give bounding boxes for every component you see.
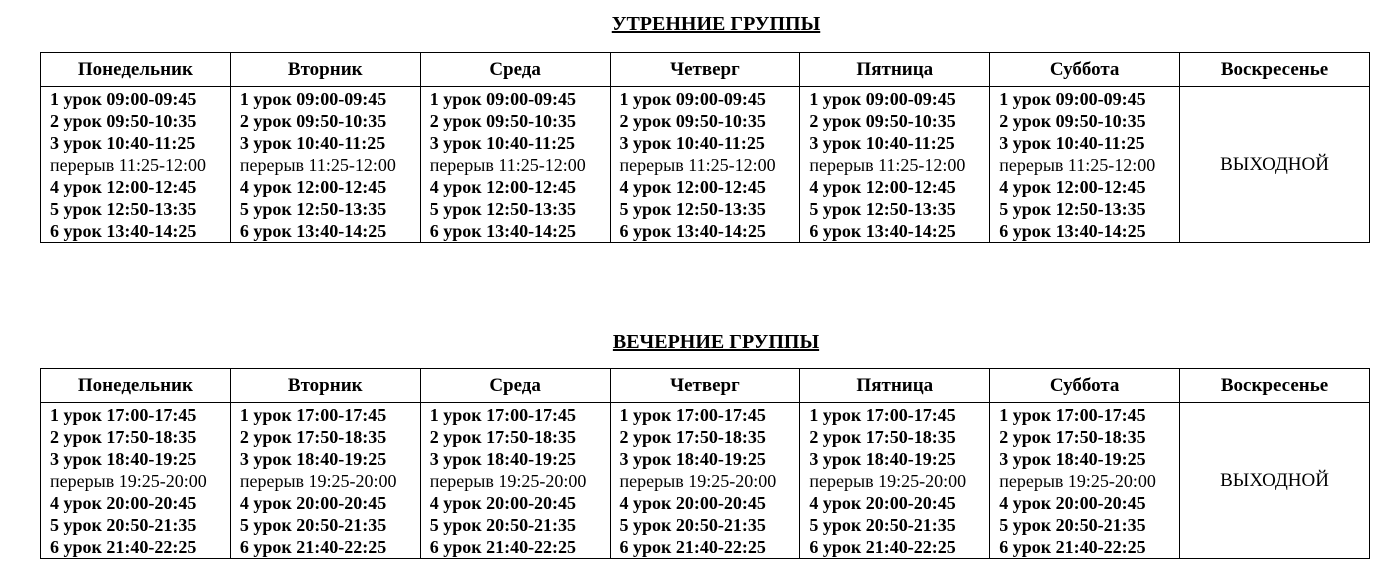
day-lessons-thursday: [610, 403, 800, 559]
lesson-line: 3 урок 10:40-11:25: [809, 133, 955, 153]
break-line: перерыв 11:25-12:00: [239, 155, 396, 175]
lesson-line: 1 урок 09:00-09:45: [809, 89, 956, 109]
break-line: перерыв 11:25-12:00: [809, 155, 966, 175]
lesson-line: 5 урок 20:50-21:35: [50, 515, 197, 535]
lesson-line: 5 урок 12:50-13:35: [50, 199, 197, 219]
lesson-line: 5 урок 20:50-21:35: [239, 515, 387, 535]
lesson-line: 6 урок 13:40-14:25: [999, 221, 1146, 241]
schedule-row: [41, 403, 1370, 559]
schedule-row: [41, 87, 1370, 243]
lesson-line: 1 урок 09:00-09:45: [429, 89, 577, 109]
lesson-line: 3 урок 18:40-19:25: [239, 449, 387, 469]
lesson-line: 3 урок 18:40-19:25: [50, 449, 197, 469]
day-header-sunday: Воскресенье: [1180, 53, 1370, 87]
lesson-line: 6 урок 13:40-14:25: [809, 221, 956, 241]
day-header-sunday: Воскресенье: [1180, 369, 1370, 403]
day-off-sunday: ВЫХОДНОЙ: [1180, 403, 1370, 559]
day-header-monday: Понедельник: [41, 53, 231, 87]
day-header-saturday: Суббота: [990, 53, 1180, 87]
break-line: перерыв 19:25-20:00: [429, 471, 587, 491]
lesson-line: 2 урок 09:50-10:35: [429, 111, 577, 131]
day-lessons-tuesday: [230, 87, 420, 243]
lesson-line: 4 урок 20:00-20:45: [619, 493, 766, 513]
evening-groups-title: ВЕЧЕРНИЕ ГРУППЫ: [612, 331, 820, 353]
day-header-thursday: Четверг: [610, 53, 800, 87]
lesson-line: 4 урок 20:00-20:45: [809, 493, 956, 513]
lesson-line: 3 урок 18:40-19:25: [619, 449, 766, 469]
day-lessons-friday: [800, 403, 990, 559]
lesson-line: 5 урок 12:50-13:35: [239, 199, 387, 219]
day-lessons-monday: [41, 403, 231, 559]
lesson-line: 2 урок 09:50-10:35: [809, 111, 956, 131]
day-lessons-wednesday: [420, 403, 610, 559]
lesson-line: 3 урок 10:40-11:25: [50, 133, 196, 153]
lesson-line: 6 урок 21:40-22:25: [50, 537, 197, 557]
day-header-friday: Пятница: [800, 369, 990, 403]
morning-schedule-table: [40, 52, 1370, 243]
lesson-line: 5 урок 20:50-21:35: [619, 515, 766, 535]
lesson-line: 6 урок 13:40-14:25: [619, 221, 766, 241]
lesson-line: 2 урок 17:50-18:35: [429, 427, 577, 447]
lesson-line: 3 урок 10:40-11:25: [239, 133, 386, 153]
lesson-line: 3 урок 10:40-11:25: [999, 133, 1145, 153]
day-off-sunday: ВЫХОДНОЙ: [1180, 87, 1370, 243]
lesson-line: 4 урок 12:00-12:45: [50, 177, 197, 197]
break-line: перерыв 11:25-12:00: [619, 155, 776, 175]
lesson-line: 2 урок 17:50-18:35: [999, 427, 1146, 447]
lesson-line: 3 урок 10:40-11:25: [619, 133, 765, 153]
lesson-line: 4 урок 12:00-12:45: [239, 177, 387, 197]
lesson-line: 5 урок 12:50-13:35: [809, 199, 956, 219]
lesson-line: 3 урок 18:40-19:25: [999, 449, 1146, 469]
day-header-thursday: Четверг: [610, 369, 800, 403]
lesson-line: 6 урок 21:40-22:25: [619, 537, 766, 557]
break-line: перерыв 19:25-20:00: [239, 471, 397, 491]
lesson-line: 4 урок 12:00-12:45: [809, 177, 956, 197]
lesson-line: 4 урок 20:00-20:45: [239, 493, 387, 513]
day-lessons-tuesday: [230, 403, 420, 559]
day-header-friday: Пятница: [800, 53, 990, 87]
lesson-line: 6 урок 13:40-14:25: [50, 221, 197, 241]
day-lessons-thursday: [610, 87, 800, 243]
break-line: перерыв 19:25-20:00: [809, 471, 967, 491]
lesson-line: 6 урок 21:40-22:25: [429, 537, 577, 557]
day-lessons-saturday: [990, 403, 1180, 559]
lesson-line: 2 урок 17:50-18:35: [50, 427, 197, 447]
break-line: перерыв 19:25-20:00: [50, 471, 207, 491]
lesson-line: 3 урок 18:40-19:25: [429, 449, 577, 469]
morning-groups-title: УТРЕННИЕ ГРУППЫ: [611, 13, 821, 35]
lesson-line: 2 урок 09:50-10:35: [619, 111, 766, 131]
day-header-wednesday: Среда: [420, 369, 610, 403]
header-row: [41, 53, 1370, 87]
lesson-line: 1 урок 09:00-09:45: [999, 89, 1146, 109]
break-line: перерыв 11:25-12:00: [429, 155, 586, 175]
lesson-line: 2 урок 09:50-10:35: [50, 111, 197, 131]
lesson-line: 5 урок 20:50-21:35: [999, 515, 1146, 535]
day-header-tuesday: Вторник: [230, 53, 420, 87]
lesson-line: 5 урок 12:50-13:35: [429, 199, 577, 219]
day-header-tuesday: Вторник: [230, 369, 420, 403]
lesson-line: 5 урок 12:50-13:35: [999, 199, 1146, 219]
header-row: [41, 369, 1370, 403]
break-line: перерыв 19:25-20:00: [619, 471, 777, 491]
lesson-line: 1 урок 17:00-17:45: [239, 405, 387, 425]
lesson-line: 5 урок 20:50-21:35: [809, 515, 956, 535]
day-lessons-saturday: [990, 87, 1180, 243]
lesson-line: 1 урок 09:00-09:45: [239, 89, 387, 109]
break-line: перерыв 11:25-12:00: [50, 155, 207, 175]
lesson-line: 1 урок 17:00-17:45: [429, 405, 577, 425]
lesson-line: 2 урок 17:50-18:35: [809, 427, 956, 447]
lesson-line: 4 урок 12:00-12:45: [999, 177, 1146, 197]
lesson-line: 1 урок 17:00-17:45: [619, 405, 766, 425]
day-header-wednesday: Среда: [420, 53, 610, 87]
lesson-line: 4 урок 20:00-20:45: [429, 493, 577, 513]
lesson-line: 6 урок 21:40-22:25: [999, 537, 1146, 557]
break-line: перерыв 19:25-20:00: [999, 471, 1156, 491]
lesson-line: 1 урок 17:00-17:45: [809, 405, 956, 425]
lesson-line: 2 урок 17:50-18:35: [619, 427, 766, 447]
day-lessons-wednesday: [420, 87, 610, 243]
lesson-line: 2 урок 09:50-10:35: [239, 111, 387, 131]
lesson-line: 2 урок 17:50-18:35: [239, 427, 387, 447]
lesson-line: 1 урок 09:00-09:45: [619, 89, 766, 109]
lesson-line: 3 урок 10:40-11:25: [429, 133, 576, 153]
lesson-line: 4 урок 12:00-12:45: [619, 177, 766, 197]
lesson-line: 1 урок 17:00-17:45: [999, 405, 1146, 425]
break-line: перерыв 11:25-12:00: [999, 155, 1156, 175]
lesson-line: 6 урок 21:40-22:25: [809, 537, 956, 557]
lesson-line: 4 урок 20:00-20:45: [999, 493, 1146, 513]
lesson-line: 1 урок 17:00-17:45: [50, 405, 197, 425]
lesson-line: 4 урок 20:00-20:45: [50, 493, 197, 513]
day-lessons-monday: [41, 87, 231, 243]
day-lessons-friday: [800, 87, 990, 243]
lesson-line: 4 урок 12:00-12:45: [429, 177, 577, 197]
lesson-line: 6 урок 21:40-22:25: [239, 537, 387, 557]
evening-schedule-table: [40, 368, 1370, 559]
lesson-line: 5 урок 20:50-21:35: [429, 515, 577, 535]
lesson-line: 2 урок 09:50-10:35: [999, 111, 1146, 131]
lesson-line: 5 урок 12:50-13:35: [619, 199, 766, 219]
day-header-monday: Понедельник: [41, 369, 231, 403]
lesson-line: 3 урок 18:40-19:25: [809, 449, 956, 469]
lesson-line: 6 урок 13:40-14:25: [429, 221, 577, 241]
day-header-saturday: Суббота: [990, 369, 1180, 403]
lesson-line: 1 урок 09:00-09:45: [50, 89, 197, 109]
lesson-line: 6 урок 13:40-14:25: [239, 221, 387, 241]
